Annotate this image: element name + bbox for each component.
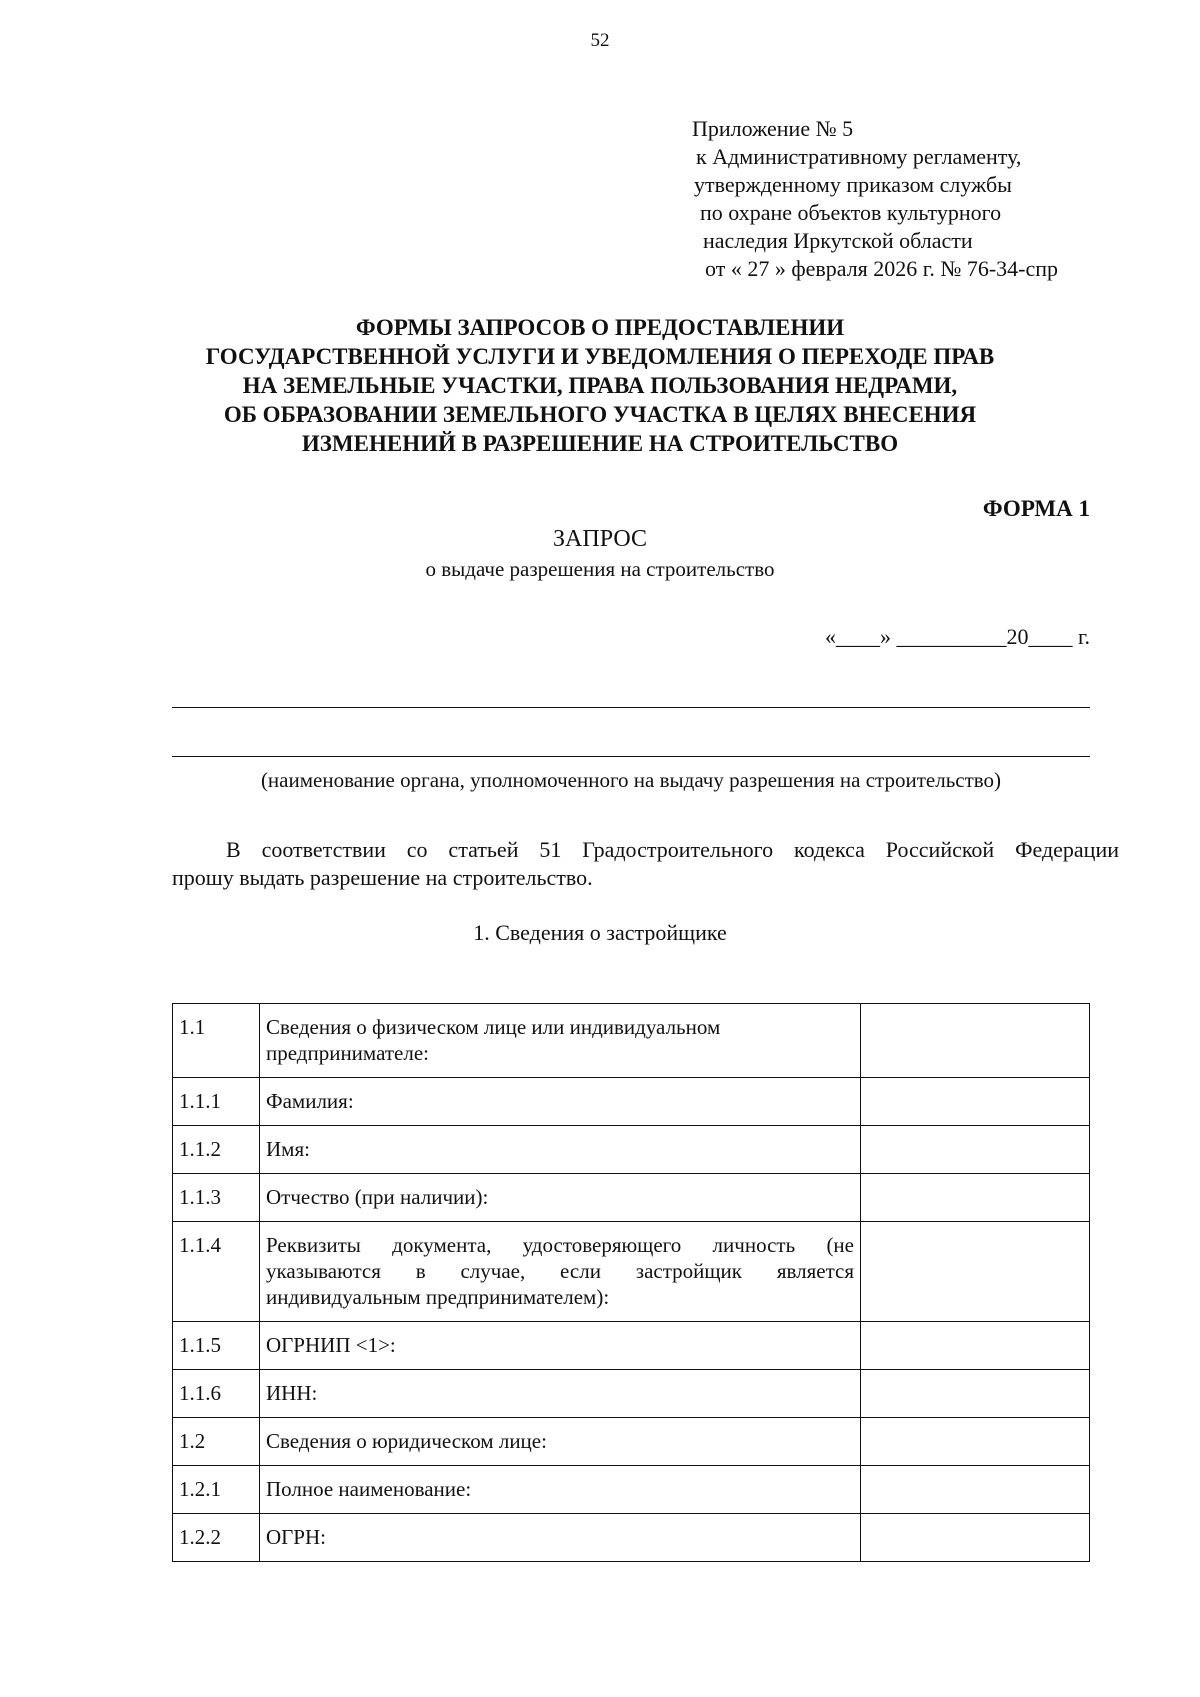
row-value-cell[interactable] bbox=[861, 1174, 1090, 1222]
row-number: 1.1.6 bbox=[173, 1370, 260, 1418]
page-number: 52 bbox=[590, 30, 610, 51]
title-line: НА ЗЕМЕЛЬНЫЕ УЧАСТКИ, ПРАВА ПОЛЬЗОВАНИЯ НЕДРАМИ, bbox=[242, 373, 958, 398]
request-title: ЗАПРОС bbox=[553, 526, 647, 552]
table-row bbox=[173, 1322, 1090, 1370]
row-number: 1.1.4 bbox=[173, 1222, 260, 1322]
row-number: 1.2 bbox=[173, 1418, 260, 1466]
section-title: 1. Сведения о застройщике bbox=[473, 920, 727, 945]
row-number: 1.1.2 bbox=[173, 1126, 260, 1174]
row-value-cell[interactable] bbox=[861, 1418, 1090, 1466]
appendix-line: от « 27 » февраля 2026 г. № 76-34-спр bbox=[705, 256, 1059, 281]
table-row bbox=[173, 1222, 1090, 1322]
row-number: 1.2.1 bbox=[173, 1466, 260, 1514]
row-description: Полное наименование: bbox=[260, 1466, 861, 1514]
date-field[interactable]: «____» __________20____ г. bbox=[824, 624, 1090, 649]
row-description: Фамилия: bbox=[260, 1078, 861, 1126]
row-description: ОГРНИП <1>: bbox=[260, 1322, 861, 1370]
authority-caption: (наименование органа, уполномоченного на выдачу разрешения на строительство) bbox=[260, 768, 1002, 792]
appendix-line: по охране объектов культурного bbox=[700, 200, 1002, 225]
row-number: 1.1 bbox=[173, 1004, 260, 1078]
row-description: Имя: bbox=[260, 1126, 861, 1174]
row-description: Реквизиты документа, удостоверяющего личность (не указываются в случае, если застройщик является индивидуальным предпринимателем): bbox=[260, 1222, 861, 1322]
title-line: ИЗМЕНЕНИЙ В РАЗРЕШЕНИЕ НА СТРОИТЕЛЬСТВО bbox=[301, 431, 899, 456]
row-value-cell[interactable] bbox=[861, 1370, 1090, 1418]
table-row bbox=[173, 1466, 1090, 1514]
row-value-cell[interactable] bbox=[861, 1078, 1090, 1126]
row-value-cell[interactable] bbox=[861, 1004, 1090, 1078]
request-subtitle: о выдаче разрешения на строительство bbox=[425, 557, 775, 581]
title-line: ГОСУДАРСТВЕННОЙ УСЛУГИ И УВЕДОМЛЕНИЯ О ПЕРЕХОДЕ ПРАВ bbox=[205, 344, 995, 369]
appendix-line: Приложение № 5 bbox=[692, 116, 854, 141]
row-description: ОГРН: bbox=[260, 1514, 861, 1562]
row-number: 1.1.3 bbox=[173, 1174, 260, 1222]
table-row bbox=[173, 1004, 1090, 1078]
appendix-block bbox=[692, 115, 1058, 283]
row-number: 1.2.2 bbox=[173, 1514, 260, 1562]
row-value-cell[interactable] bbox=[861, 1322, 1090, 1370]
appendix-line: наследия Иркутской области bbox=[703, 228, 973, 253]
row-number: 1.1.1 bbox=[173, 1078, 260, 1126]
row-number: 1.1.5 bbox=[173, 1322, 260, 1370]
table-row bbox=[173, 1078, 1090, 1126]
row-description: Отчество (при наличии): bbox=[260, 1174, 861, 1222]
appendix-line: утвержденному приказом службы bbox=[694, 172, 1012, 197]
row-value-cell[interactable] bbox=[861, 1466, 1090, 1514]
row-description: Сведения о физическом лице или индивидуальном предпринимателе: bbox=[260, 1004, 861, 1078]
authority-fill-line[interactable] bbox=[172, 756, 1090, 757]
developer-info-table bbox=[172, 1003, 1090, 1562]
table-row bbox=[173, 1126, 1090, 1174]
table-row bbox=[173, 1514, 1090, 1562]
document-title bbox=[150, 313, 1050, 458]
paragraph-line: прошу выдать разрешение на строительство. bbox=[172, 865, 593, 890]
request-paragraph bbox=[172, 836, 1119, 892]
title-line: ФОРМЫ ЗАПРОСОВ О ПРЕДОСТАВЛЕНИИ bbox=[355, 315, 845, 340]
row-description: ИНН: bbox=[260, 1370, 861, 1418]
row-value-cell[interactable] bbox=[861, 1514, 1090, 1562]
appendix-line: к Административному регламенту, bbox=[696, 144, 1022, 169]
table-row bbox=[173, 1174, 1090, 1222]
authority-fill-line[interactable] bbox=[172, 707, 1090, 708]
paragraph-line: В соответствии со статьей 51 Градостроительного кодекса Российской Федерации bbox=[226, 837, 1119, 862]
form-label: ФОРМА 1 bbox=[982, 496, 1090, 521]
row-value-cell[interactable] bbox=[861, 1126, 1090, 1174]
table-row bbox=[173, 1418, 1090, 1466]
title-line: ОБ ОБРАЗОВАНИИ ЗЕМЕЛЬНОГО УЧАСТКА В ЦЕЛЯХ ВНЕСЕНИЯ bbox=[223, 402, 977, 427]
table-row bbox=[173, 1370, 1090, 1418]
row-value-cell[interactable] bbox=[861, 1222, 1090, 1322]
row-description: Сведения о юридическом лице: bbox=[260, 1418, 861, 1466]
